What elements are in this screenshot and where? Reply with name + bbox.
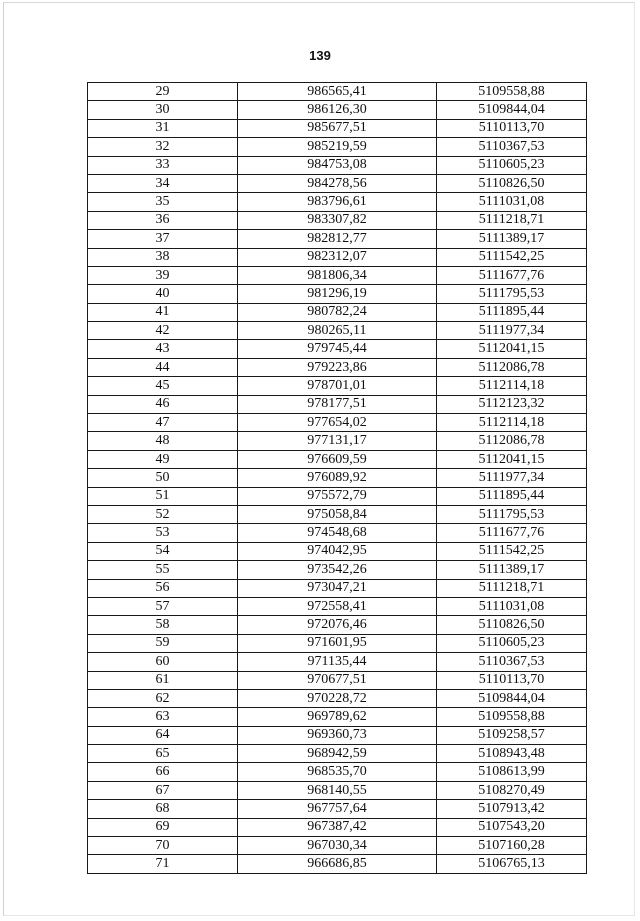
y-coordinate-cell: 5112041,15 [437, 340, 587, 358]
y-coordinate-cell: 5112041,15 [437, 450, 587, 468]
table-row [88, 248, 587, 266]
table-row [88, 138, 587, 156]
y-coordinate-cell: 5107913,42 [437, 800, 587, 818]
x-coordinate-cell: 976609,59 [238, 450, 437, 468]
x-coordinate-cell: 980782,24 [238, 303, 437, 321]
page-number: 139 [309, 48, 331, 63]
x-coordinate-cell: 981806,34 [238, 266, 437, 284]
point-number-cell: 61 [88, 671, 238, 689]
table-row [88, 230, 587, 248]
table-row [88, 450, 587, 468]
point-number-cell: 64 [88, 726, 238, 744]
x-coordinate-cell: 983796,61 [238, 193, 437, 211]
y-coordinate-cell: 5109558,88 [437, 83, 587, 101]
x-coordinate-cell: 985219,59 [238, 138, 437, 156]
point-number-cell: 39 [88, 266, 238, 284]
x-coordinate-cell: 984278,56 [238, 174, 437, 192]
table-row [88, 818, 587, 836]
point-number-cell: 47 [88, 414, 238, 432]
point-number-cell: 62 [88, 689, 238, 707]
point-number-cell: 41 [88, 303, 238, 321]
table-row [88, 377, 587, 395]
y-coordinate-cell: 5109844,04 [437, 689, 587, 707]
y-coordinate-cell: 5112086,78 [437, 358, 587, 376]
y-coordinate-cell: 5108613,99 [437, 763, 587, 781]
x-coordinate-cell: 974042,95 [238, 542, 437, 560]
y-coordinate-cell: 5112114,18 [437, 377, 587, 395]
y-coordinate-cell: 5109558,88 [437, 708, 587, 726]
table-row [88, 432, 587, 450]
x-coordinate-cell: 981296,19 [238, 285, 437, 303]
point-number-cell: 38 [88, 248, 238, 266]
table-row [88, 855, 587, 873]
x-coordinate-cell: 974548,68 [238, 524, 437, 542]
x-coordinate-cell: 977654,02 [238, 414, 437, 432]
y-coordinate-cell: 5108943,48 [437, 745, 587, 763]
y-coordinate-cell: 5111389,17 [437, 230, 587, 248]
point-number-cell: 30 [88, 101, 238, 119]
x-coordinate-cell: 986126,30 [238, 101, 437, 119]
point-number-cell: 32 [88, 138, 238, 156]
x-coordinate-cell: 978177,51 [238, 395, 437, 413]
point-number-cell: 54 [88, 542, 238, 560]
y-coordinate-cell: 5111795,53 [437, 505, 587, 523]
table-row [88, 634, 587, 652]
x-coordinate-cell: 971601,95 [238, 634, 437, 652]
point-number-cell: 45 [88, 377, 238, 395]
table-row [88, 781, 587, 799]
x-coordinate-cell: 979223,86 [238, 358, 437, 376]
y-coordinate-cell: 5111795,53 [437, 285, 587, 303]
table-row [88, 414, 587, 432]
point-number-cell: 31 [88, 119, 238, 137]
table-row [88, 561, 587, 579]
table-row [88, 837, 587, 855]
y-coordinate-cell: 5111218,71 [437, 211, 587, 229]
x-coordinate-cell: 967030,34 [238, 837, 437, 855]
table-row [88, 285, 587, 303]
table-row [88, 689, 587, 707]
y-coordinate-cell: 5111542,25 [437, 248, 587, 266]
y-coordinate-cell: 5107160,28 [437, 837, 587, 855]
x-coordinate-cell: 984753,08 [238, 156, 437, 174]
table-row [88, 101, 587, 119]
point-number-cell: 42 [88, 322, 238, 340]
y-coordinate-cell: 5111389,17 [437, 561, 587, 579]
point-number-cell: 66 [88, 763, 238, 781]
table-row [88, 579, 587, 597]
table-row [88, 487, 587, 505]
x-coordinate-cell: 975572,79 [238, 487, 437, 505]
point-number-cell: 46 [88, 395, 238, 413]
table-row [88, 303, 587, 321]
y-coordinate-cell: 5110113,70 [437, 119, 587, 137]
table-row [88, 653, 587, 671]
table-row [88, 322, 587, 340]
y-coordinate-cell: 5110826,50 [437, 174, 587, 192]
table-row [88, 800, 587, 818]
x-coordinate-cell: 975058,84 [238, 505, 437, 523]
table-row [88, 671, 587, 689]
table-row [88, 340, 587, 358]
point-number-cell: 50 [88, 469, 238, 487]
y-coordinate-cell: 5112114,18 [437, 414, 587, 432]
point-number-cell: 40 [88, 285, 238, 303]
y-coordinate-cell: 5111977,34 [437, 322, 587, 340]
point-number-cell: 56 [88, 579, 238, 597]
y-coordinate-cell: 5111542,25 [437, 542, 587, 560]
x-coordinate-cell: 976089,92 [238, 469, 437, 487]
point-number-cell: 29 [88, 83, 238, 101]
point-number-cell: 70 [88, 837, 238, 855]
point-number-cell: 58 [88, 616, 238, 634]
x-coordinate-cell: 979745,44 [238, 340, 437, 358]
y-coordinate-cell: 5111677,76 [437, 266, 587, 284]
table-row [88, 763, 587, 781]
x-coordinate-cell: 971135,44 [238, 653, 437, 671]
x-coordinate-cell: 983307,82 [238, 211, 437, 229]
point-number-cell: 55 [88, 561, 238, 579]
table-row [88, 358, 587, 376]
x-coordinate-cell: 972558,41 [238, 597, 437, 615]
y-coordinate-cell: 5111977,34 [437, 469, 587, 487]
x-coordinate-cell: 982812,77 [238, 230, 437, 248]
y-coordinate-cell: 5110826,50 [437, 616, 587, 634]
point-number-cell: 34 [88, 174, 238, 192]
point-number-cell: 44 [88, 358, 238, 376]
table-row [88, 469, 587, 487]
point-number-cell: 49 [88, 450, 238, 468]
coordinates-table [87, 82, 587, 874]
x-coordinate-cell: 968535,70 [238, 763, 437, 781]
table-row [88, 524, 587, 542]
point-number-cell: 43 [88, 340, 238, 358]
point-number-cell: 60 [88, 653, 238, 671]
x-coordinate-cell: 977131,17 [238, 432, 437, 450]
y-coordinate-cell: 5111677,76 [437, 524, 587, 542]
y-coordinate-cell: 5108270,49 [437, 781, 587, 799]
table-body [88, 83, 587, 874]
x-coordinate-cell: 978701,01 [238, 377, 437, 395]
y-coordinate-cell: 5112086,78 [437, 432, 587, 450]
point-number-cell: 67 [88, 781, 238, 799]
y-coordinate-cell: 5112123,32 [437, 395, 587, 413]
x-coordinate-cell: 970677,51 [238, 671, 437, 689]
x-coordinate-cell: 986565,41 [238, 83, 437, 101]
point-number-cell: 37 [88, 230, 238, 248]
table-row [88, 616, 587, 634]
y-coordinate-cell: 5111031,08 [437, 597, 587, 615]
point-number-cell: 71 [88, 855, 238, 873]
point-number-cell: 53 [88, 524, 238, 542]
x-coordinate-cell: 966686,85 [238, 855, 437, 873]
y-coordinate-cell: 5110605,23 [437, 634, 587, 652]
x-coordinate-cell: 970228,72 [238, 689, 437, 707]
table-row [88, 597, 587, 615]
y-coordinate-cell: 5109844,04 [437, 101, 587, 119]
y-coordinate-cell: 5107543,20 [437, 818, 587, 836]
y-coordinate-cell: 5110367,53 [437, 138, 587, 156]
table-row [88, 708, 587, 726]
point-number-cell: 36 [88, 211, 238, 229]
table-row [88, 193, 587, 211]
y-coordinate-cell: 5109258,57 [437, 726, 587, 744]
table-row [88, 726, 587, 744]
x-coordinate-cell: 973542,26 [238, 561, 437, 579]
point-number-cell: 33 [88, 156, 238, 174]
x-coordinate-cell: 969360,73 [238, 726, 437, 744]
x-coordinate-cell: 972076,46 [238, 616, 437, 634]
table-row [88, 174, 587, 192]
x-coordinate-cell: 973047,21 [238, 579, 437, 597]
x-coordinate-cell: 968140,55 [238, 781, 437, 799]
table-row [88, 745, 587, 763]
point-number-cell: 51 [88, 487, 238, 505]
x-coordinate-cell: 985677,51 [238, 119, 437, 137]
table-row [88, 156, 587, 174]
x-coordinate-cell: 969789,62 [238, 708, 437, 726]
y-coordinate-cell: 5106765,13 [437, 855, 587, 873]
y-coordinate-cell: 5110113,70 [437, 671, 587, 689]
table-row [88, 83, 587, 101]
table-row [88, 211, 587, 229]
table-row [88, 395, 587, 413]
x-coordinate-cell: 967757,64 [238, 800, 437, 818]
y-coordinate-cell: 5111895,44 [437, 303, 587, 321]
x-coordinate-cell: 980265,11 [238, 322, 437, 340]
point-number-cell: 69 [88, 818, 238, 836]
point-number-cell: 48 [88, 432, 238, 450]
y-coordinate-cell: 5110605,23 [437, 156, 587, 174]
point-number-cell: 68 [88, 800, 238, 818]
table-row [88, 266, 587, 284]
y-coordinate-cell: 5111218,71 [437, 579, 587, 597]
point-number-cell: 57 [88, 597, 238, 615]
x-coordinate-cell: 982312,07 [238, 248, 437, 266]
y-coordinate-cell: 5111895,44 [437, 487, 587, 505]
table-row [88, 119, 587, 137]
table-row [88, 505, 587, 523]
y-coordinate-cell: 5111031,08 [437, 193, 587, 211]
x-coordinate-cell: 968942,59 [238, 745, 437, 763]
y-coordinate-cell: 5110367,53 [437, 653, 587, 671]
point-number-cell: 59 [88, 634, 238, 652]
point-number-cell: 65 [88, 745, 238, 763]
point-number-cell: 63 [88, 708, 238, 726]
x-coordinate-cell: 967387,42 [238, 818, 437, 836]
point-number-cell: 52 [88, 505, 238, 523]
table-row [88, 542, 587, 560]
point-number-cell: 35 [88, 193, 238, 211]
